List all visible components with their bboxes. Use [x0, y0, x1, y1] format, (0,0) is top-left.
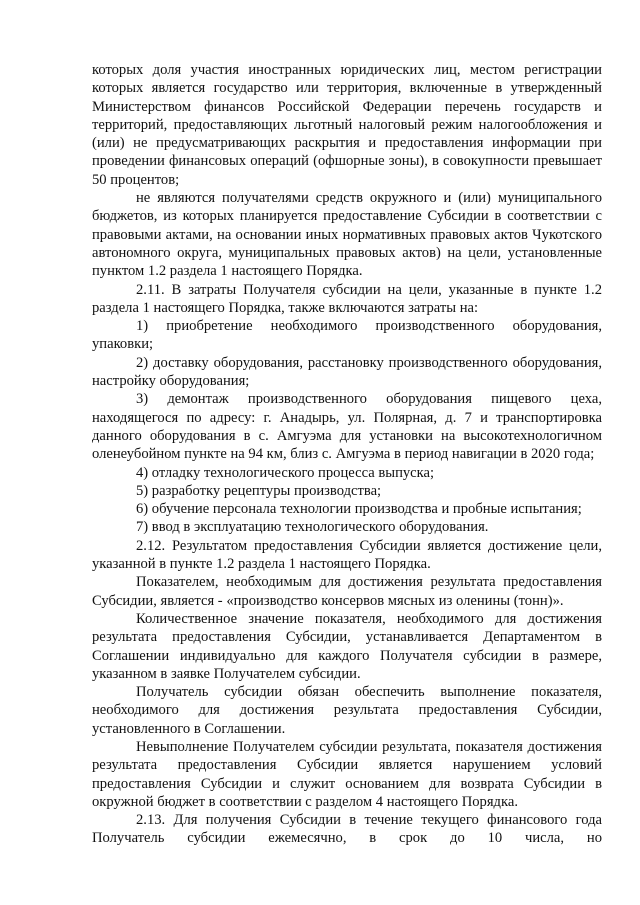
paragraph-2-12: 2.12. Результатом предоставления Субсидии является достижение цели, указанной в пункте 1.2 раздела 1 настоящего Порядка.: [92, 537, 602, 573]
list-item-3: 3) демонтаж производственного оборудования пищевого цеха, находящегося по адресу: г. Анадырь, ул. Полярная, д. 7 и транспортировка данного оборудования в с. Амгуэма для установки на высокотехнологичном оленеубойном пункте на 94 км, близ с. Амгуэма в период навигации в 2020 года;: [92, 391, 602, 463]
list-item-5: 5) разработку рецептуры производства;: [136, 482, 382, 499]
list-item-1: 1) приобретение необходимого производственного оборудования, упаковки;: [92, 318, 602, 353]
paragraph-2-13: 2.13. Для получения Субсидии в течение текущего финансового года Получатель субсидии ежемесячно, в срок до 10 числа, но: [92, 812, 602, 847]
paragraph-indicator-value: Количественное значение показателя, необходимого для достижения результата предоставления Субсидии, устанавливается Департаментом в Соглашении индивидуально для каждого Получателя субсидии в размере, указанном в заявке Получателем субсидии.: [92, 610, 602, 682]
list-item-6: 6) обучение персонала технологии производства и пробные испытания;: [136, 501, 582, 518]
paragraph-indicator: Показателем, необходимым для достижения результата предоставления Субсидии, является - «производство консервов мясных из оленины (тонн)».: [92, 574, 602, 609]
paragraph-recipient-obligation: Получатель субсидии обязан обеспечить выполнение показателя, необходимого для достижения результата предоставления Субсидии, установленного в Соглашении.: [92, 684, 602, 737]
document-body: [92, 61, 602, 848]
paragraph-budget-recipients: не являются получателями средств окружного и (или) муниципального бюджетов, из которых планируется предоставление Субсидии в соответствии с правовыми актами, на основании иных нормативных правовых актов Чукотского автономного округа, муниципальных правовых актов) на цели, установленные пунктом 1.2 раздела 1 настоящего Порядка.: [92, 190, 602, 280]
list-item-7: 7) ввод в эксплуатацию технологического оборудования.: [136, 519, 489, 536]
list-item-4: 4) отладку технологического процесса выпуска;: [136, 464, 435, 481]
paragraph-non-fulfillment: Невыполнение Получателем субсидии результата, показателя достижения результата предоставления Субсидии является нарушением условий предоставления Субсидии и служит основанием для возврата Субсидии в окружной бюджет в соответствии с разделом 4 настоящего Порядка.: [92, 738, 602, 810]
paragraph-2-11: 2.11. В затраты Получателя субсидии на цели, указанные в пункте 1.2 раздела 1 настоящего Порядка, также включаются затраты на:: [92, 281, 602, 316]
paragraph-offshore-clause: которых доля участия иностранных юридических лиц, местом регистрации которых является государство или территория, включенные в утвержденный Министерством финансов Российской Федерации перечень государств и территорий, предоставляющих льготный налоговый режим налогообложения и (или) не предусматривающих раскрытия и предоставления информации при проведении финансовых операций (офшорные зоны), в совокупности превышает 50 процентов;: [92, 62, 602, 188]
list-item-2: 2) доставку оборудования, расстановку производственного оборудования, настройку оборудования;: [92, 354, 602, 390]
